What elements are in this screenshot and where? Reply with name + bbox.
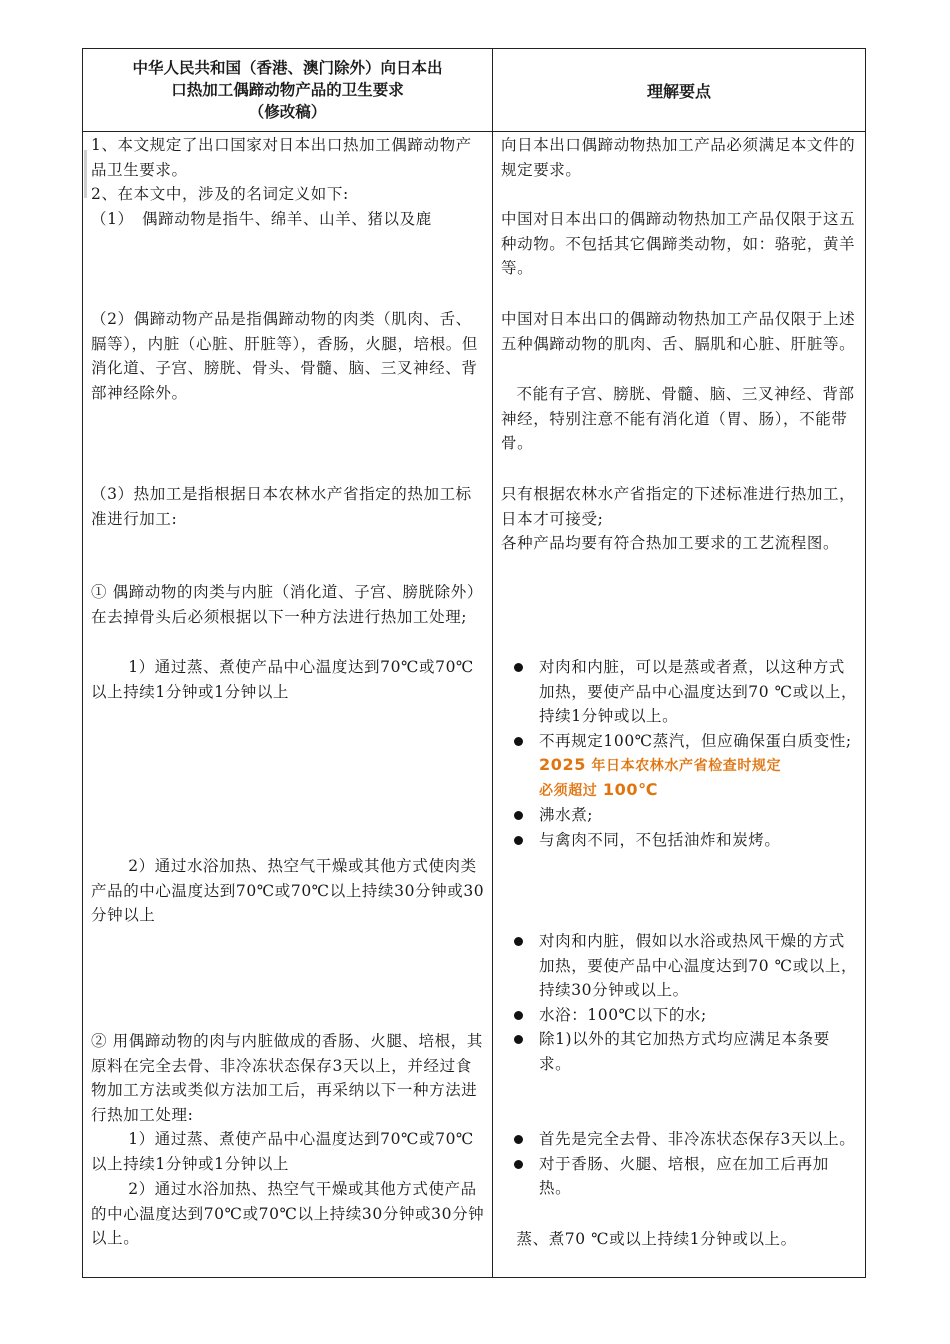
- header-left: [83, 49, 492, 131]
- left-para-2: 2、在本文中，涉及的名词定义如下:: [91, 185, 349, 203]
- left-para-8: 2）通过水浴加热、热空气干燥或其他方式使肉类产品的中心温度达到70℃或70℃以上持续30分钟或30分钟以上: [91, 857, 485, 924]
- bullet-item: 水浴：100℃以下的水;: [501, 1003, 859, 1028]
- left-para-4: （2）偶蹄动物产品是指偶蹄动物的肉类（肌肉、舌、膈等），内脏（心脏、肝脏等），香肠，火腿，培根。但消化道、子宫、膀胱、骨头、骨髓、脑、三叉神经、背部神经除外。: [91, 310, 479, 402]
- note-text-2: 必须超过: [539, 783, 603, 799]
- bullet-item: 对肉和内脏，可以是蒸或者煮，以这种方式加热，要使产品中心温度达到70 ℃或以上，持续1分钟或以上。: [501, 655, 859, 729]
- inspection-note-line1: [539, 753, 859, 778]
- header-title-line3: （修改稿）: [248, 102, 327, 121]
- header-title-line1: 中华人民共和国（香港、澳门除外）向日本出: [132, 58, 443, 77]
- right-para-4: 不能有子宫、膀胱、骨髓、脑、三叉神经、背部神经，特别注意不能有消化道（胃、肠），不能带骨。: [501, 385, 855, 452]
- left-para-7: 1）通过蒸、煮使产品中心温度达到70℃或70℃以上持续1分钟或1分钟以上: [91, 658, 474, 701]
- right-bullets-2: [501, 929, 859, 1076]
- right-bullets-3: [501, 1127, 859, 1201]
- right-para-6: 各种产品均要有符合热加工要求的工艺流程图。: [501, 534, 840, 552]
- bullet-item: 对于香肠、火腿、培根，应在加工后再加热。: [501, 1152, 859, 1201]
- right-para-5: 只有根据农林水产省指定的下述标准进行热加工，日本才可接受;: [501, 485, 856, 528]
- column-divider: [492, 49, 493, 1277]
- left-para-5: （3）热加工是指根据日本农林水产省指定的热加工标准进行加工:: [91, 485, 472, 528]
- inspection-note: [501, 753, 859, 803]
- right-para-2: 中国对日本出口的偶蹄动物热加工产品仅限于这五种动物。不包括其它偶蹄类动物，如：骆驼，黄羊等。: [501, 210, 856, 277]
- header-title-line2: 口热加工偶蹄动物产品的卫生要求: [171, 80, 404, 99]
- left-para-11: 2）通过水浴加热、热空气干燥或其他方式使产品的中心温度达到70℃或70℃以上持续30分钟或30分钟以上。: [91, 1180, 485, 1247]
- left-para-6: ① 偶蹄动物的肉类与内脏（消化道、子宫、膀胱除外）在去掉骨头后必须根据以下一种方法进行热加工处理;: [91, 583, 483, 626]
- header-divider: [83, 131, 865, 132]
- right-bullets-1: [501, 655, 859, 852]
- header-right: 理解要点: [646, 81, 711, 101]
- note-year: 2025: [539, 755, 586, 774]
- left-para-1: 1、本文规定了出口国家对日本出口热加工偶蹄动物产品卫生要求。: [91, 136, 472, 179]
- left-para-10: 1）通过蒸、煮使产品中心温度达到70℃或70℃以上持续1分钟或1分钟以上: [91, 1130, 474, 1173]
- bullet-item: 沸水煮;: [501, 803, 859, 828]
- bullet-item: 与禽肉不同，不包括油炸和炭烤。: [501, 828, 859, 853]
- note-temperature: 100℃: [602, 780, 659, 799]
- left-para-3: （1） 偶蹄动物是指牛、绵羊、山羊、猪以及鹿: [91, 210, 432, 228]
- inspection-note-line2: [539, 778, 859, 803]
- right-para-3: 中国对日本出口的偶蹄动物热加工产品仅限于上述五种偶蹄动物的肌肉、舌、膈肌和心脏、肝脏等。: [501, 310, 856, 353]
- comparison-table: [82, 48, 866, 1278]
- left-para-9: ② 用偶蹄动物的肉与内脏做成的香肠、火腿、培根，其原料在完全去骨、非冷冻状态保存3天以上，并经过食物加工方法或类似方法加工后，再采纳以下一种方法进行热加工处理:: [91, 1032, 483, 1124]
- right-para-1: 向日本出口偶蹄动物热加工产品必须满足本文件的规定要求。: [501, 136, 856, 179]
- bullet-item: 对肉和内脏，假如以水浴或热风干燥的方式加热，要使产品中心温度达到70 ℃或以上，持续30分钟或以上。: [501, 929, 859, 1003]
- note-text-1: 年日本农林水产省检查时规定: [585, 758, 782, 774]
- right-para-7: 蒸、煮70 ℃或以上持续1分钟或以上。: [516, 1230, 797, 1248]
- bullet-item: 除1)以外的其它加热方式均应满足本条要求。: [501, 1027, 859, 1076]
- bullet-item: 不再规定100℃蒸汽，但应确保蛋白质变性;: [501, 729, 859, 754]
- bullet-item: 首先是完全去骨、非冷冻状态保存3天以上。: [501, 1127, 859, 1152]
